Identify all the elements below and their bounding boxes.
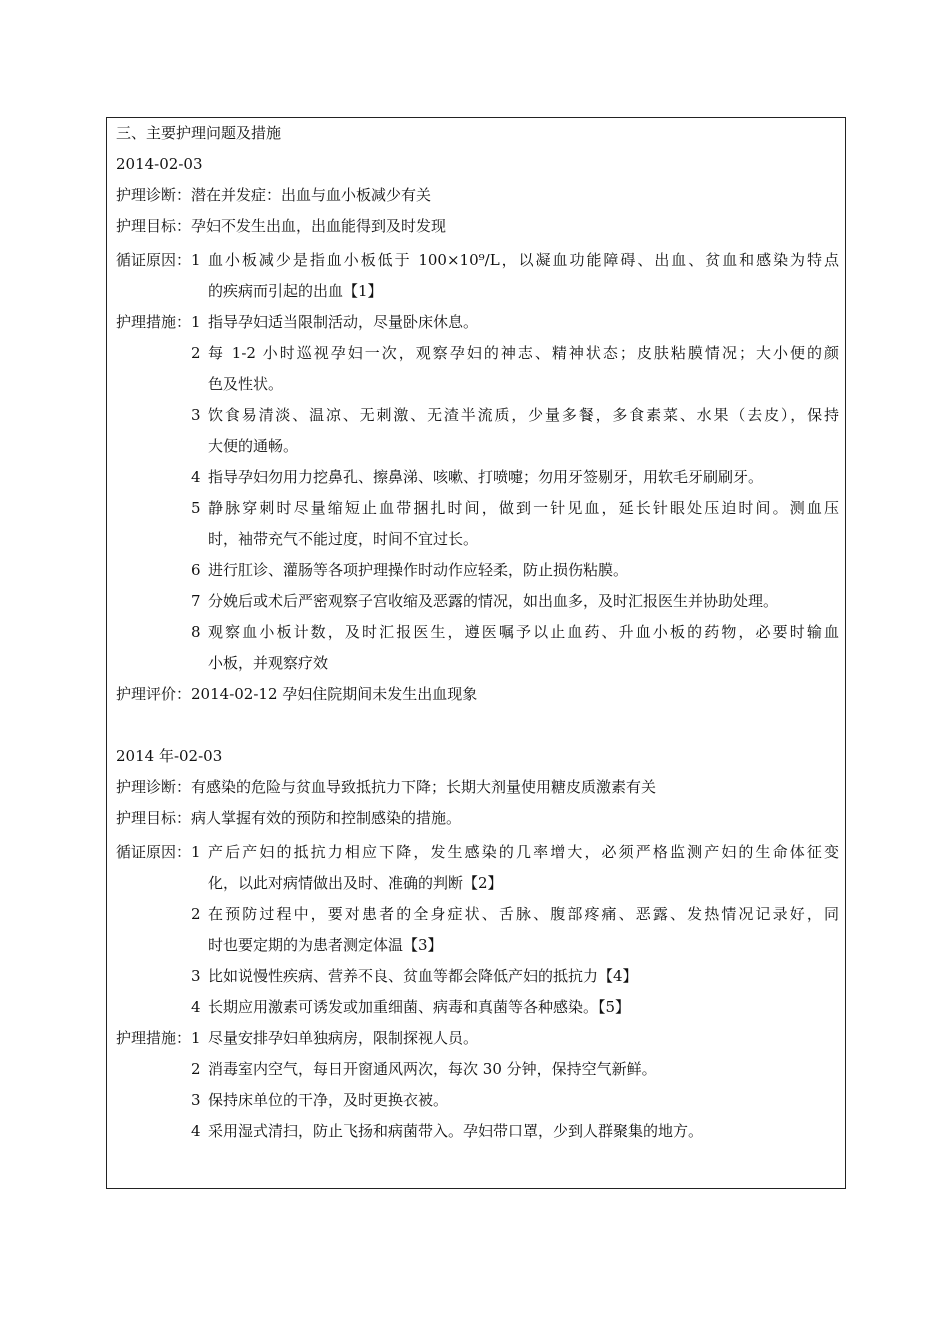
goal-label: 护理目标：	[116, 217, 192, 235]
item-number: 5	[191, 499, 201, 517]
item-text: 消毒室内空气，每日开窗通风两次，每次 30 分钟，保持空气新鲜。	[208, 1060, 657, 1078]
measure-item	[116, 586, 839, 617]
item-text-cont: 小板，并观察疗效	[208, 654, 329, 672]
measure-item	[116, 462, 839, 493]
reason-item	[116, 837, 839, 899]
item-number: 2	[191, 344, 201, 362]
measure-label: 护理措施：	[116, 1029, 192, 1047]
measure-item	[116, 1116, 839, 1147]
measure-item	[116, 1054, 839, 1085]
nursing-record-box	[106, 117, 846, 1189]
evaluation-line	[116, 679, 839, 710]
item-number: 3	[191, 1091, 201, 1109]
item-text-cont: 的疾病而引起的出血【1】	[208, 282, 383, 300]
item-text-cont: 色及性状。	[208, 375, 284, 393]
item-text: 观察血小板计数，及时汇报医生，遵医嘱予以止血药、升血小板的药物，必要时输血	[208, 623, 839, 641]
item-number: 8	[191, 623, 201, 641]
item-number: 4	[191, 998, 201, 1016]
goal-line	[116, 803, 839, 834]
diagnosis-line	[116, 772, 839, 803]
measure-item	[116, 493, 839, 555]
item-number: 2	[191, 905, 201, 923]
item-number: 4	[191, 468, 201, 486]
measure-item	[116, 1023, 839, 1054]
item-number: 2	[191, 1060, 201, 1078]
item-text: 产后产妇的抵抗力相应下降，发生感染的几率增大，必须严格监测产妇的生命体征变	[208, 843, 839, 861]
item-text: 采用湿式清扫，防止飞扬和病菌带入。孕妇带口罩，少到人群聚集的地方。	[208, 1122, 704, 1140]
goal-text: 病人掌握有效的预防和控制感染的措施。	[191, 809, 462, 827]
item-number: 3	[191, 967, 201, 985]
item-number: 7	[191, 592, 201, 610]
item-text-cont: 时也要定期的为患者测定体温【3】	[208, 936, 443, 954]
item-text-cont: 大便的通畅。	[208, 437, 299, 455]
measure-item	[116, 555, 839, 586]
item-text: 长期应用激素可诱发或加重细菌、病毒和真菌等各种感染。【5】	[208, 998, 631, 1016]
reason-label: 循证原因：	[116, 843, 192, 861]
entry-date: 2014 年-02-03	[116, 747, 223, 765]
goal-line	[116, 211, 839, 242]
reason-item	[116, 961, 839, 992]
item-text: 指导孕妇勿用力挖鼻孔、擦鼻涕、咳嗽、打喷嚏；勿用牙签剔牙，用软毛牙刷刷牙。	[208, 468, 764, 486]
item-number: 1	[191, 843, 201, 861]
measure-label: 护理措施：	[116, 313, 192, 331]
goal-label: 护理目标：	[116, 809, 192, 827]
reason-label: 循证原因：	[116, 251, 192, 269]
diagnosis-label: 护理诊断：	[116, 778, 192, 796]
item-text: 分娩后或术后严密观察子宫收缩及恶露的情况，如出血多，及时汇报医生并协助处理。	[208, 592, 779, 610]
item-text-cont: 化，以此对病情做出及时、准确的判断【2】	[208, 874, 503, 892]
measure-item	[116, 338, 839, 400]
item-text: 饮食易清淡、温凉、无刺激、无渣半流质，少量多餐，多食素菜、水果（去皮），保持	[208, 406, 839, 424]
item-text-cont: 时，袖带充气不能过度，时间不宜过长。	[208, 530, 479, 548]
entry-date: 2014-02-03	[116, 155, 203, 173]
item-number: 1	[191, 251, 201, 269]
goal-text: 孕妇不发生出血，出血能得到及时发现	[191, 217, 447, 235]
diagnosis-text: 有感染的危险与贫血导致抵抗力下降；长期大剂量使用糖皮质激素有关	[191, 778, 657, 796]
diagnosis-line	[116, 180, 839, 211]
item-text: 保持床单位的干净，及时更换衣被。	[208, 1091, 449, 1109]
measure-item	[116, 307, 839, 338]
measure-item	[116, 1085, 839, 1116]
item-text: 尽量安排孕妇单独病房，限制探视人员。	[208, 1029, 479, 1047]
diagnosis-label: 护理诊断：	[116, 186, 192, 204]
item-text: 每 1-2 小时巡视孕妇一次，观察孕妇的神志、精神状态；皮肤粘膜情况；大小便的颜	[208, 344, 839, 362]
item-text: 进行肛诊、灌肠等各项护理操作时动作应轻柔，防止损伤粘膜。	[208, 561, 629, 579]
item-number: 4	[191, 1122, 201, 1140]
reason-item	[116, 899, 839, 961]
measure-item	[116, 617, 839, 679]
diagnosis-text: 潜在并发症：出血与血小板减少有关	[191, 186, 432, 204]
item-number: 3	[191, 406, 201, 424]
record-content	[116, 118, 839, 1147]
reason-item	[116, 245, 839, 307]
item-text: 血小板减少是指血小板低于 100×10⁹/L，以凝血功能障碍、出血、贫血和感染为特点	[208, 251, 839, 269]
item-number: 1	[191, 1029, 201, 1047]
item-text: 比如说慢性疾病、营养不良、贫血等都会降低产妇的抵抗力【4】	[208, 967, 638, 985]
evaluation-text: 2014-02-12 孕妇住院期间未发生出血现象	[191, 685, 478, 703]
evaluation-label: 护理评价：	[116, 685, 192, 703]
section-title: 三、主要护理问题及措施	[116, 124, 282, 142]
item-number: 1	[191, 313, 201, 331]
reason-item	[116, 992, 839, 1023]
item-text: 在预防过程中，要对患者的全身症状、舌脉、腹部疼痛、恶露、发热情况记录好，同	[208, 905, 839, 923]
item-number: 6	[191, 561, 201, 579]
item-text: 指导孕妇适当限制活动，尽量卧床休息。	[208, 313, 479, 331]
item-text: 静脉穿刺时尽量缩短止血带捆扎时间，做到一针见血，延长针眼处压迫时间。测血压	[208, 499, 839, 517]
measure-item	[116, 400, 839, 462]
